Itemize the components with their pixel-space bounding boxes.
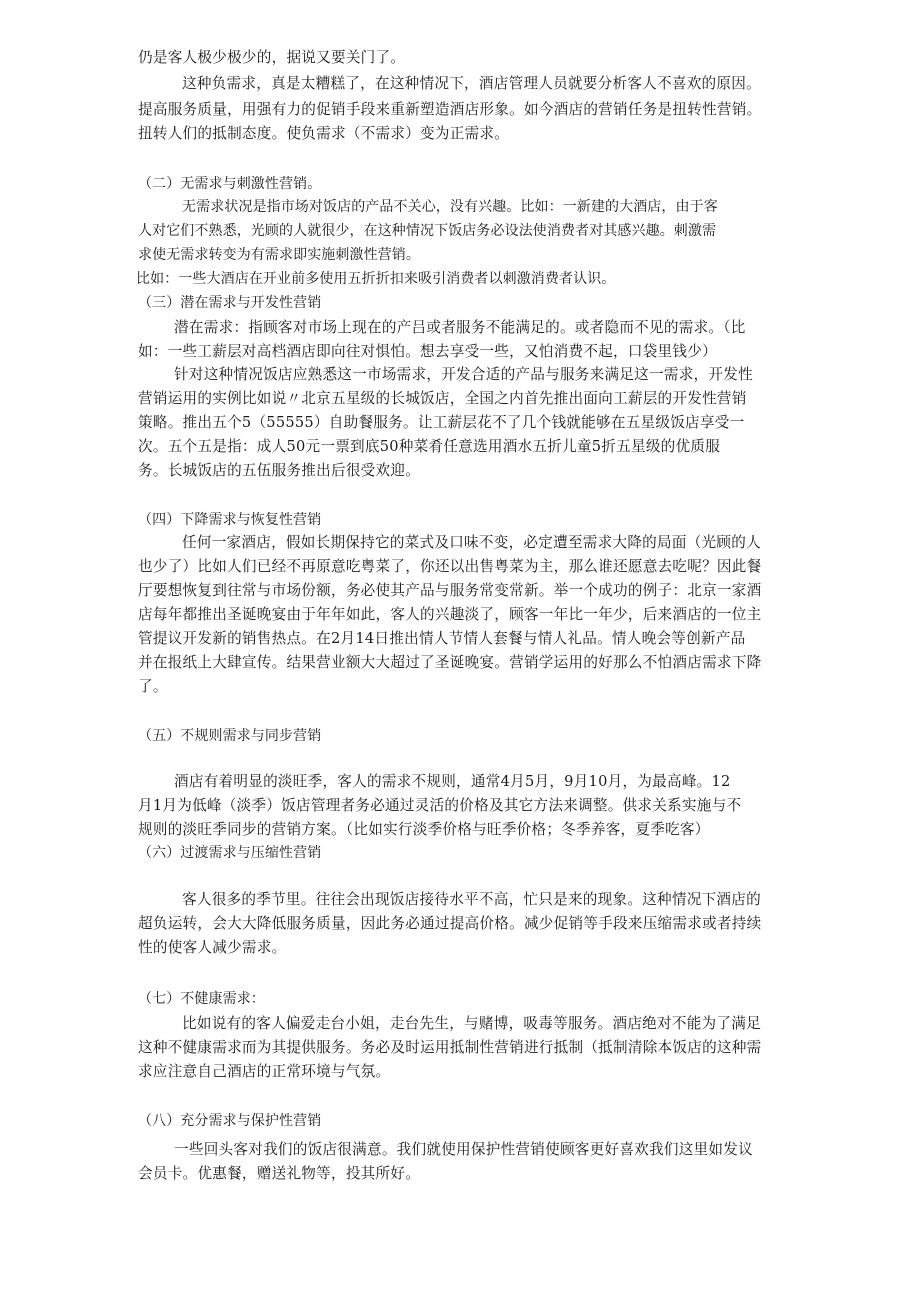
paragraph-line: 也少了）比如人们已经不再原意吃粤菜了，你还以出售粤菜为主，那么谁还愿意去吃呢？因此餐 — [138, 558, 762, 575]
section-heading: （八）充分需求与保护性营销 — [138, 1113, 322, 1129]
paragraph-line: 管提议开发新的销售热点。在2月14日推出情人节情人套餐与情人礼品。情人晚会等创新产品 — [138, 630, 746, 647]
paragraph-line: 酒店有着明显的淡旺季，客人的需求不规则，通常4月5月，9月10月，为最高峰。12 — [174, 773, 731, 790]
paragraph-line: 如：一些工薪层对高档酒店即向往对惧怕。想去享受一些，又怕消费不起，口袋里钱少） — [138, 343, 717, 360]
section-heading: （七）不健康需求： — [138, 991, 265, 1007]
paragraph-line: 客人很多的季节里。往往会出现饭店接待水平不高，忙只是来的现象。这种情况下酒店的 — [182, 891, 761, 908]
paragraph-line: 潜在需求：指顾客对市场上现在的产吕或者服务不能满足的。或者隐而不见的需求。（比 — [174, 319, 746, 336]
paragraph-line: 比如说有的客人偏爱走台小姐，走台先生，与赌博，吸毒等服务。酒店绝对不能为了满足 — [182, 1015, 761, 1032]
paragraph-line: 策略。推出五个5（55555）自助餐服务。让工薪层花不了几个钱就能够在五星级饭店享受一 — [138, 414, 745, 431]
section-heading: （二）无需求与刺激性营销。 — [138, 176, 322, 192]
paragraph-line: 务。长城饭店的五伍服务推出后很受欢迎。 — [138, 462, 421, 479]
paragraph-line: 提高服务质量，用强有力的促销手段来重新塑造酒店形象。如今酒店的营销任务是扭转性营销。 — [138, 101, 762, 118]
paragraph-line: 次。五个五是指：成人50元一票到底50种菜肴任意选用酒水五折儿童5折五星级的优质服 — [138, 438, 721, 455]
section-heading: （三）潜在需求与开发性营销 — [138, 295, 322, 311]
section-heading: （六）过渡需求与压缩性营销 — [138, 845, 322, 861]
paragraph-line: 求应注意自己酒店的正常环境与气氛。 — [138, 1063, 391, 1080]
paragraph-line: 无需求状况是指市场对饭店的产品不关心，没有兴趣。比如：一新建的大酒店，由于客 — [182, 199, 718, 215]
paragraph-line: 了。 — [138, 678, 168, 695]
paragraph-line: 这种负需求，真是太糟糕了，在这种情况下，酒店管理人员就要分析客人不喜欢的原因。 — [182, 75, 761, 92]
paragraph-line: 厅要想恢复到往常与市场份额，务必使其产品与服务常变常新。举一个成功的例子：北京一家酒 — [138, 582, 762, 599]
paragraph-line: 并在报纸上大肆宣传。结果营业额大大超过了圣诞晚宴。营销学运用的好那么不怕酒店需求下降 — [138, 654, 762, 671]
paragraph-line: 规则的淡旺季同步的营销方案。（比如实行淡季价格与旺季价格；冬季养客，夏季吃客） — [138, 821, 710, 838]
paragraph-line: 营销运用的实例比如说〃北京五星级的长城饭店，全国之内首先推出面向工薪层的开发性营销 — [138, 390, 747, 407]
paragraph-line: 这种不健康需求而为其提供服务。务必及时运用抵制性营销进行抵制（抵制清除本饭店的这种需 — [138, 1039, 762, 1056]
paragraph-line: 仍是客人极少极少的，据说又要关门了。 — [138, 49, 406, 66]
paragraph-line: 超负运转，会大大降低服务质量，因此务必通过提高价格。减少促销等手段来压缩需求或者持续 — [138, 915, 762, 932]
paragraph-line: 任何一家酒店，假如长期保持它的菜式及口味不变，必定遭至需求大降的局面（光顾的人 — [182, 534, 761, 551]
paragraph-line: 人对它们不熟悉，光顾的人就很少，在这种情况下饭店务必设法使消费者对其感兴趣。刺激需 — [138, 223, 717, 239]
paragraph-line: 一些回头客对我们的饭店很满意。我们就使用保护性营销使顾客更好喜欢我们这里如发议 — [174, 1141, 753, 1158]
paragraph-line: 比如：一些大酒店在开业前多使用五折折扣来吸引消费者以刺激消费者认识。 — [136, 271, 616, 287]
paragraph-line: 求使无需求转变为有需求即实施刺激性营销。 — [138, 247, 420, 263]
section-heading: （四）下降需求与恢复性营销 — [138, 512, 322, 528]
paragraph-line: 扭转人们的抵制态度。使负需求（不需求）变为正需求。 — [138, 125, 510, 142]
paragraph-line: 性的使客人减少需求。 — [138, 939, 287, 956]
paragraph-line: 月1月为低峰（淡季）饭店管理者务必通过灵活的价格及其它方法来调整。供求关系实施与不 — [138, 797, 742, 814]
paragraph-line: 会员卡。优惠餐，赠送礼物等，投其所好。 — [138, 1165, 421, 1182]
paragraph-line: 针对这种情况饭店应熟悉这一市场需求，开发合适的产品与服务来满足这一需求，开发性 — [174, 366, 753, 383]
section-heading: （五）不规则需求与同步营销 — [138, 728, 322, 744]
paragraph-line: 店每年都推出圣诞晚宴由于年年如此，客人的兴趣淡了，顾客一年比一年少，后来酒店的一位主 — [138, 606, 762, 623]
